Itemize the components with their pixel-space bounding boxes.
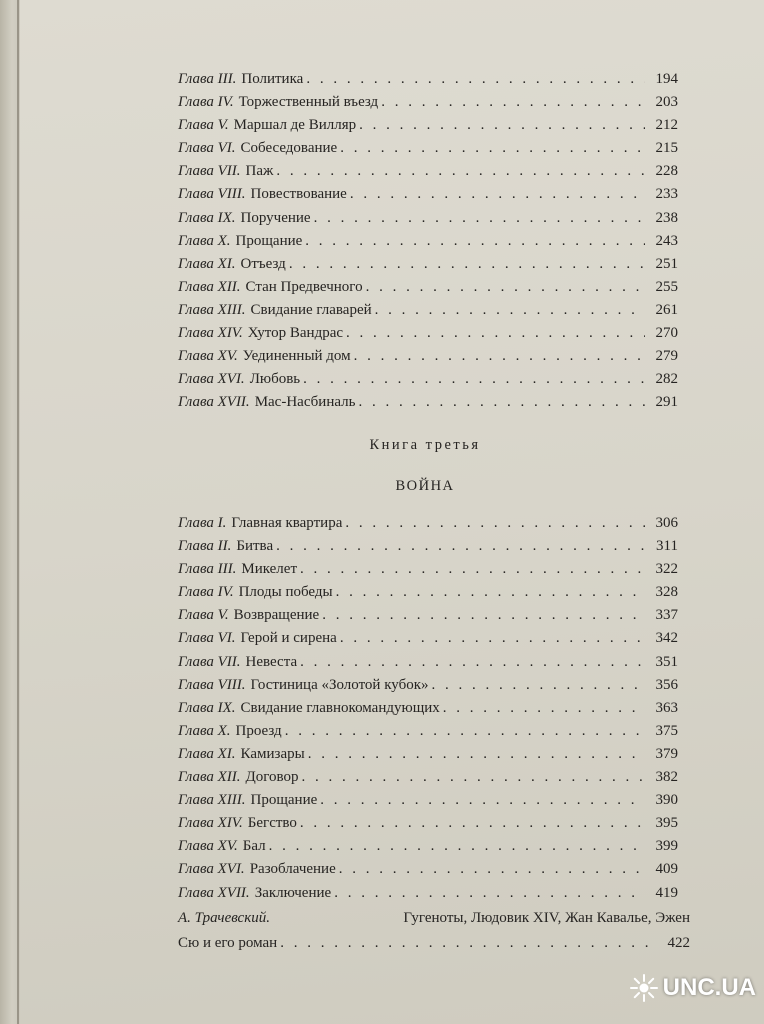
chapter-label: Глава XIII. <box>178 792 246 809</box>
page-number: 363 <box>655 699 678 716</box>
chapter-title: Гостиница «Золотой кубок» <box>250 676 429 693</box>
page-number: 328 <box>655 584 678 601</box>
page-edge-line <box>17 0 19 1024</box>
page-number: 375 <box>655 722 678 739</box>
dot-leader <box>366 276 645 299</box>
chapter-label: Глава XII. <box>178 769 241 786</box>
chapter-title: Прощание <box>235 232 303 249</box>
dot-leader <box>375 299 645 322</box>
chapter-title: Возвращение <box>233 607 320 624</box>
page-number: 419 <box>655 884 678 901</box>
toc-entry <box>178 766 678 789</box>
chapter-label: Глава I. <box>178 515 227 531</box>
page-number: 390 <box>655 792 678 809</box>
toc-entry <box>178 137 678 160</box>
dot-leader <box>340 137 645 160</box>
chapter-label: Глава X. <box>178 232 231 249</box>
page-number: 255 <box>655 278 678 295</box>
chapter-title: Заключение <box>254 884 332 901</box>
chapter-label: Глава XIV. <box>178 325 243 342</box>
toc-entry <box>178 299 678 322</box>
toc-entry <box>178 651 678 674</box>
chapter-label: Глава XVI. <box>178 371 245 388</box>
dot-leader <box>358 391 645 414</box>
chapter-title: Главная квартира <box>231 515 343 531</box>
chapter-title: Прощание <box>250 792 318 809</box>
book-part-title: Книга третья <box>369 437 481 453</box>
toc-entry <box>178 114 678 137</box>
chapter-title: Микелет <box>241 561 297 578</box>
chapter-title: Свидание главарей <box>250 301 372 318</box>
page-number: 291 <box>655 394 678 411</box>
page-number: 351 <box>655 653 678 670</box>
chapter-title: Хутор Вандрас <box>247 325 344 342</box>
dot-leader <box>306 68 645 91</box>
toc-entry <box>178 512 678 535</box>
chapter-title: Стан Предвечного <box>245 278 363 295</box>
dot-leader <box>432 674 645 697</box>
toc-entry <box>178 558 678 581</box>
chapter-title: Битва <box>236 538 274 555</box>
page-number: 382 <box>655 769 678 786</box>
chapter-title: Разоблачение <box>249 861 336 878</box>
toc-entry <box>178 535 678 558</box>
chapter-label: Глава IV. <box>178 94 234 111</box>
toc-entry <box>178 627 678 650</box>
book-part-subtitle: ВОЙНА <box>395 478 455 494</box>
chapter-label: Глава XV. <box>178 838 238 855</box>
dot-leader <box>322 604 645 627</box>
dot-leader <box>350 183 645 206</box>
toc-entry <box>178 674 678 697</box>
page-number: 238 <box>655 209 678 226</box>
dot-leader <box>359 114 645 137</box>
table-of-contents-part-2 <box>178 68 678 414</box>
chapter-title: Герой и сирена <box>240 630 337 647</box>
dot-leader <box>302 766 645 789</box>
sun-logo-icon <box>629 973 659 1003</box>
chapter-title: Проезд <box>235 722 282 739</box>
toc-entry <box>178 183 678 206</box>
dot-leader <box>285 720 645 743</box>
chapter-label: Глава VI. <box>178 140 236 157</box>
chapter-title: Политика <box>241 71 304 87</box>
page-number: 395 <box>655 815 678 832</box>
chapter-label: Глава XIII. <box>178 301 246 318</box>
chapter-title: Собеседование <box>240 140 338 157</box>
dot-leader <box>308 743 645 766</box>
chapter-title: Отъезд <box>240 255 286 272</box>
toc-entry <box>178 368 678 391</box>
chapter-label: Глава XVII. <box>178 394 250 411</box>
chapter-title: Плоды победы <box>238 584 333 601</box>
page-number: 399 <box>655 838 678 855</box>
dot-leader <box>303 368 645 391</box>
page-number: 233 <box>655 186 678 203</box>
chapter-title: Поручение <box>240 209 311 226</box>
chapter-label: Глава XI. <box>178 745 236 762</box>
page-number: 261 <box>655 301 678 318</box>
toc-entry <box>178 207 678 230</box>
chapter-label: Глава VIII. <box>178 676 246 693</box>
watermark <box>629 970 756 1006</box>
toc-entry <box>178 253 678 276</box>
chapter-label: Глава X. <box>178 722 231 739</box>
page-number: 194 <box>655 71 678 87</box>
dot-leader <box>443 697 645 720</box>
chapter-label: Глава III. <box>178 561 237 578</box>
chapter-title: Мас-Насбиналь <box>254 394 356 411</box>
page-number: 322 <box>655 561 678 578</box>
chapter-title: Свидание главнокомандующих <box>240 699 440 716</box>
chapter-label: Глава XIV. <box>178 815 243 832</box>
toc-entry <box>178 91 678 114</box>
dot-leader <box>314 207 645 230</box>
chapter-title: Бегство <box>247 815 297 832</box>
afterword-page-number: 422 <box>667 935 690 951</box>
dot-leader <box>276 535 645 558</box>
chapter-title: Бал <box>242 838 266 855</box>
chapter-label: Глава XVI. <box>178 861 245 878</box>
dot-leader <box>334 882 645 905</box>
chapter-title: Договор <box>245 769 299 786</box>
dot-leader <box>300 651 645 674</box>
chapter-title: Повествование <box>250 186 347 203</box>
chapter-label: Глава XV. <box>178 348 238 365</box>
page-number: 282 <box>655 371 678 388</box>
toc-entry <box>178 882 678 905</box>
dot-leader <box>289 253 645 276</box>
afterword-line-2 <box>178 931 690 956</box>
afterword-entry <box>178 906 690 956</box>
toc-entry <box>178 322 678 345</box>
toc-entry <box>178 391 678 414</box>
page-number: 342 <box>655 630 678 647</box>
chapter-label: Глава XVII. <box>178 884 250 901</box>
chapter-label: Глава VII. <box>178 163 241 180</box>
chapter-title: Невеста <box>245 653 298 670</box>
chapter-title: Паж <box>245 163 274 180</box>
toc-entry <box>178 697 678 720</box>
chapter-label: Глава VIII. <box>178 186 246 203</box>
page-number: 228 <box>655 163 678 180</box>
chapter-title: Торжественный въезд <box>238 94 379 111</box>
chapter-label: Глава VI. <box>178 630 236 647</box>
page-number: 215 <box>655 140 678 157</box>
afterword-title-part1: Гугеноты, Людовик XIV, Жан Кавалье, Эжен <box>403 910 690 926</box>
chapter-label: Глава VII. <box>178 653 241 670</box>
dot-leader <box>280 931 657 956</box>
page-number: 203 <box>655 94 678 111</box>
toc-entry <box>178 581 678 604</box>
page-number: 409 <box>655 861 678 878</box>
toc-entry <box>178 604 678 627</box>
page-number: 270 <box>655 325 678 342</box>
toc-entry <box>178 858 678 881</box>
page-number: 356 <box>655 676 678 693</box>
dot-leader <box>320 789 645 812</box>
toc-entry <box>178 743 678 766</box>
chapter-label: Глава XI. <box>178 255 236 272</box>
page-number: 311 <box>656 538 678 555</box>
table-of-contents-part-3 <box>178 512 678 905</box>
dot-leader <box>300 558 645 581</box>
dot-leader <box>346 322 645 345</box>
page-number: 379 <box>655 745 678 762</box>
dot-leader <box>300 812 645 835</box>
page-number: 243 <box>655 232 678 249</box>
toc-entry <box>178 720 678 743</box>
chapter-title: Маршал де Вилляр <box>233 117 357 134</box>
toc-entry <box>178 276 678 299</box>
page-number: 212 <box>655 117 678 134</box>
chapter-label: Глава IX. <box>178 699 236 716</box>
chapter-label: Глава IX. <box>178 209 236 226</box>
toc-entry <box>178 68 678 91</box>
dot-leader <box>276 160 645 183</box>
page-number: 279 <box>655 348 678 365</box>
page-number: 251 <box>655 255 678 272</box>
dot-leader <box>381 91 645 114</box>
dot-leader <box>336 581 645 604</box>
chapter-label: Глава II. <box>178 538 232 555</box>
page-number: 306 <box>655 515 678 531</box>
chapter-label: Глава V. <box>178 607 229 624</box>
chapter-title: Уединенный дом <box>242 348 351 365</box>
toc-entry <box>178 230 678 253</box>
chapter-label: Глава V. <box>178 117 229 134</box>
chapter-title: Камизары <box>240 745 305 762</box>
chapter-label: Глава XII. <box>178 278 241 295</box>
dot-leader <box>339 858 645 881</box>
dot-leader <box>305 230 645 253</box>
afterword-author: А. Трачевский. <box>178 910 270 926</box>
dot-leader <box>354 345 645 368</box>
page-number: 337 <box>655 607 678 624</box>
watermark-text: UNC.UA <box>662 974 756 1001</box>
afterword-line-1 <box>178 906 690 931</box>
dot-leader <box>340 627 645 650</box>
chapter-title: Любовь <box>249 371 301 388</box>
chapter-label: Глава IV. <box>178 584 234 601</box>
dot-leader <box>269 835 645 858</box>
toc-entry <box>178 160 678 183</box>
toc-entry <box>178 835 678 858</box>
toc-entry <box>178 812 678 835</box>
book-page <box>20 0 764 1024</box>
toc-entry <box>178 345 678 368</box>
dot-leader <box>345 512 645 535</box>
chapter-label: Глава III. <box>178 71 237 87</box>
afterword-title-part2: Сю и его роман <box>178 935 278 951</box>
toc-entry <box>178 789 678 812</box>
